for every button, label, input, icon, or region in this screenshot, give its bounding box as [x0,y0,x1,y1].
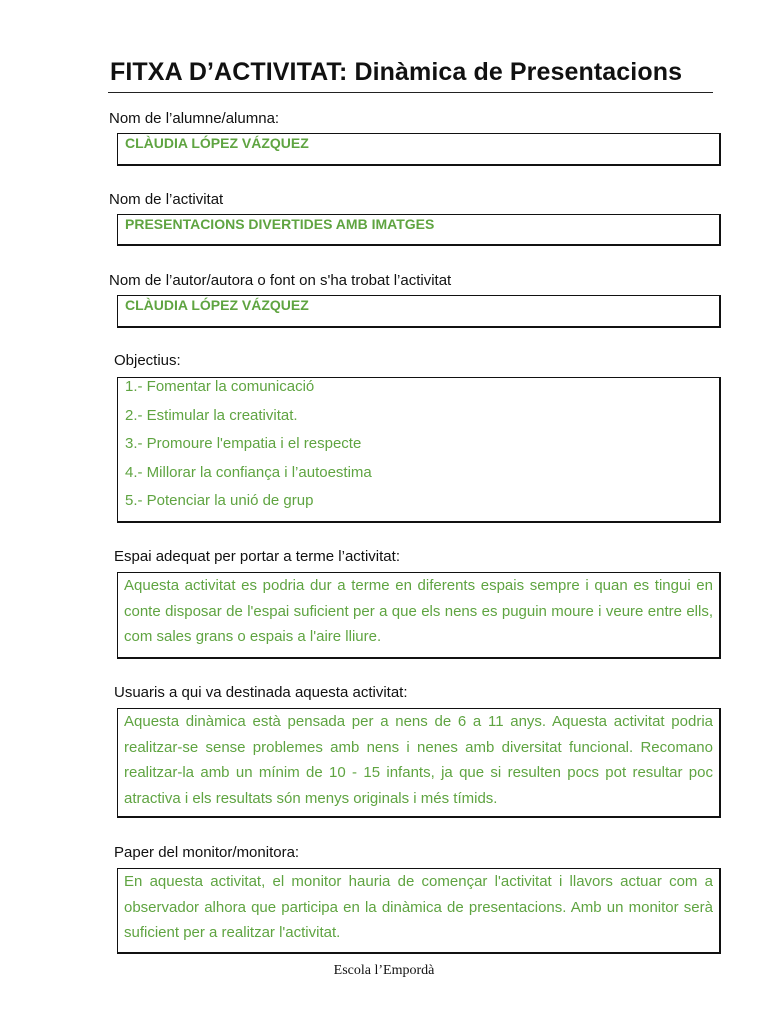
space-label: Espai adequat per portar a terme l’activitat: [114,548,400,565]
objective-item: 3.- Promoure l'empatia i el respecte [125,435,362,452]
activity-name-field[interactable] [117,214,721,246]
activity-name-value: PRESENTACIONS DIVERTIDES AMB IMATGES [125,216,435,232]
monitor-label: Paper del monitor/monitora: [114,844,300,861]
author-label: Nom de l’autor/autora o font on s'ha trobat l’activitat [109,272,452,289]
objectives-box[interactable] [117,377,721,523]
space-text: Aquesta activitat es podria dur a terme en diferents espais sempre i quan es tingui en conte disposar de l'espai suficient per a que els nens es puguin moure i veure entre ells, com sales grans o espais a l'aire lliure. [124,577,713,645]
users-box[interactable] [117,708,721,818]
space-box[interactable] [117,572,721,659]
page-title: FITXA D’ACTIVITAT: Dinàmica de Presentacions [110,58,683,86]
student-name-value: CLÀUDIA LÓPEZ VÁZQUEZ [125,135,309,151]
objectives-label: Objectius: [114,352,181,369]
objective-item: 1.- Fomentar la comunicació [125,378,315,395]
student-name-field[interactable] [117,133,721,166]
objective-item: 4.- Millorar la confiança i l’autoestima [125,464,372,481]
users-label: Usuaris a qui va destinada aquesta activitat: [114,684,408,701]
author-field[interactable] [117,295,721,328]
objective-item: 2.- Estimular la creativitat. [125,407,298,424]
activity-name-label: Nom de l’activitat [109,191,224,208]
monitor-text: En aquesta activitat, el monitor hauria de començar l'activitat i llavors actuar com a observador alhora que participa en la dinàmica de presentacions. Amb un monitor serà suficient per a realitzar l'activitat. [124,873,713,941]
title-divider [108,92,713,93]
author-value: CLÀUDIA LÓPEZ VÁZQUEZ [125,297,309,313]
objective-item: 5.- Potenciar la unió de grup [125,492,314,509]
users-text: Aquesta dinàmica està pensada per a nens de 6 a 11 anys. Aquesta activitat podria realitzar-se sense problemes amb nens i nenes amb diversitat funcional. Recomano realitzar-la amb un mínim de 10 - 15 infants, ja que si resulten pocs pot resultar poc atractiva i els resultats són menys originals i més tímids. [124,713,713,807]
monitor-box[interactable] [117,868,721,954]
student-name-label: Nom de l’alumne/alumna: [109,110,280,127]
footer-school: Escola l’Empordà [333,963,435,978]
